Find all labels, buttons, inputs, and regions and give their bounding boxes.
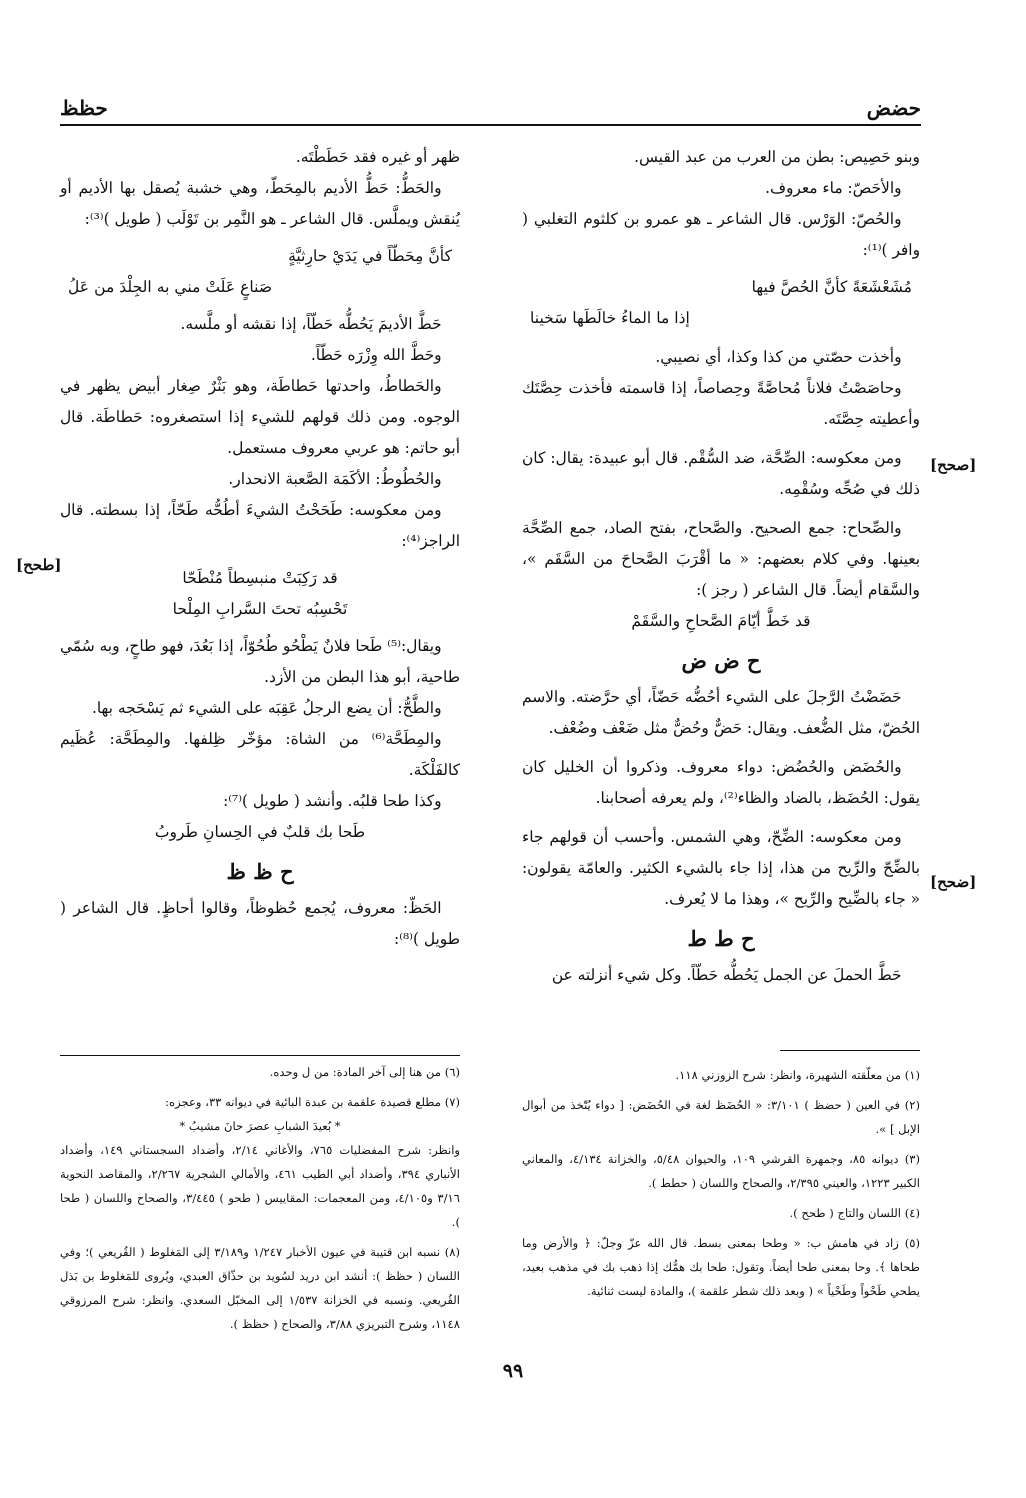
verse-hemistich: إذا ما الماءُ خالَطَها سَخينا <box>530 309 690 327</box>
footnote: (٤) اللسان والتاج ( طحح ). <box>789 1206 920 1220</box>
footnote: (٣) ديوانه ٨٥، وجمهرة القرشي ١٠٩، والحيوان ٥/٤٨، والخزانة ٤/١٣٤، والمعاني الكبير ١٢٢٣، والعيني ٢/٣٩٥، والصحاح واللسان ( حطط ). <box>522 1152 921 1190</box>
paragraph: وكذا طحا قلبُه. وأنشد ( طويل )⁽⁷⁾: <box>223 792 442 810</box>
paragraph: الحَظّ: معروف، يُجمع حُظوظاً، وقالوا أحاظٍ. قال الشاعر ( طويل )⁽⁸⁾: <box>60 899 460 948</box>
paragraph: والحَطاطُ، واحدتها حَطاطَة، وهو بَثْرٌ صِغار أبيض يظهر في الوجوه. ومن ذلك قولهم للشيء إذا استصغروه: حَطاطَة. قال أبو حاتم: هو عربي معروف مستعمل. <box>60 377 460 457</box>
page-header <box>60 92 921 124</box>
paragraph: وبنو حَصِيص: بطن من العرب من عبد القيس. <box>634 148 920 166</box>
verse <box>60 241 460 303</box>
paragraph: والحُضَض والحُضُض: دواء معروف. وذكروا أن الخليل كان يقول: الحُضَظ، بالضاد والظاء⁽²⁾، ولم يعرفه أصحابنا. <box>522 758 920 807</box>
paragraph: والمِطَحَّة⁽⁶⁾ من الشاة: مؤخّر ظِلفها. والمِطَحَّة: عُظَيم كالفَلْكَة. <box>60 730 460 779</box>
paragraph: ظهر أو غيره فقد حَطَطْتَه. <box>295 148 460 166</box>
footnote: (١) من معلّقته الشهيرة، وانظر: شرح الزوزني ١١٨. <box>675 1068 920 1082</box>
paragraph: ومن معكوسه: طَحَحْتُ الشيءَ أطُحُّه طَحّاً، إذا بسطته. قال الراجز⁽⁴⁾: <box>60 501 460 550</box>
margin-tag-right-2: [ضحح] <box>930 873 977 891</box>
paragraph: حَضَضْتُ الرَّجلَ على الشيء أحُضُّه حَضّاً، أي حرَّضته. والاسم الحُضّ، مثل الضُّعف. ويقال: حَضٌّ وحُضٌّ مثل ضَعْف وضُعْف. <box>522 688 920 737</box>
paragraph: وأخذت حصّتي من كذا وكذا، أي نصيبي. <box>655 348 902 366</box>
footnote: (٢) في العين ( حضظ ) ٣/١٠١: « الحُضَظ لغة في الحُضَض: [ دواء يُتّخذ من أبوال الإبل ] ». <box>522 1098 920 1136</box>
paragraph: والحَطُّ: حَطُّ الأديم بالمِحَطّ، وهي خشبة يُصقل بها الأديم أو يُنقش ويملَّس. قال الشاعر ـ هو النَّمِر بن تَوْلَب ( طويل )⁽³⁾: <box>60 179 460 228</box>
footnote: (٦) من هنا إلى آخر المادة: من ل وحده. <box>269 1065 460 1079</box>
paragraph: حَطَّ الحملَ عن الجمل يَحُطُّه حَطّاً. وكل شيء أنزلته عن <box>551 966 902 984</box>
footnote: (٧) مطلع قصيدة علقمة بن عبدة البائية في ديوانه ٣٣، وعجزه: <box>165 1095 460 1109</box>
footnotes-left <box>60 1060 460 1342</box>
root-heading: ح ض ض <box>681 648 761 673</box>
header-rule <box>60 124 921 126</box>
right-column <box>522 142 920 991</box>
footnote: وانظر: شرح المفضليات ٧٦٥، والأغاني ٢/١٤، وأضداد السجستاني ١٤٩، وأضداد الأنباري ٣٩٤، وأضداد أبي الطيب ٤٦١، والأمالي الشجرية ٢/٢٦٧، والمقاصد النحوية ٣/١٦ و٤/١٠٥، ومن المعجمات: المقاييس ( طحو ) ٣/٤٤٥، والصحاح واللسان ( طحا ). <box>60 1143 461 1229</box>
verse-hemistich: مُشَعْشَعَةً كأنَّ الحُصَّ فيها <box>751 278 912 296</box>
paragraph: والحُصّ: الوَرْس. قال الشاعر ـ هو عمرو بن كلثوم التغلبي ( وافر )⁽¹⁾: <box>522 210 920 259</box>
page-number: ٩٩ <box>502 1360 524 1382</box>
verse: طَحا بك قلبٌ في الحِسانِ طَروبُ <box>154 823 366 841</box>
margin-tag-left-1: [طحح] <box>16 556 62 574</box>
verse <box>522 272 920 334</box>
paragraph: والحُطُوطُ: الأكَمَة الصَّعبة الانحدار. <box>228 470 442 488</box>
paragraph: ويقال:⁽⁵⁾ طَحا فلانٌ يَطْحُو طُحُوّاً، إذا بَعُدَ، فهو طاحٍ، وبه سُمّي طاحية، أبو هذا البطن من الأزد. <box>60 637 460 686</box>
header-right-title: حضض <box>866 96 921 120</box>
paragraph: والطَّحُّ: أن يضع الرجلُ عَقِبَه على الشيء ثم يَسْحَجه بها. <box>91 699 442 717</box>
paragraph: والأحَصّ: ماء معروف. <box>765 179 902 197</box>
root-heading: ح ط ط <box>687 926 755 951</box>
footnotes-right <box>522 1063 920 1309</box>
footnote-rule-right <box>780 1050 920 1051</box>
footnote-rule-left <box>60 1055 460 1056</box>
verse <box>60 563 460 625</box>
paragraph: وحاصَصْتُ فلاناً مُحاصَّةً وحِصاصاً، إذا قاسمته فأخذت حِصَّتَك وأعطيته حِصَّتَه. <box>522 379 920 428</box>
left-column <box>60 142 460 955</box>
paragraph: ومن معكوسه: الضِّحّ، وهي الشمس. وأحسب أن قولهم جاء بالضِّحّ والرِّيح من هذا، إذا جاء بالشيء الكثير. والعامّة يقولون: « جاء بالضِّيح والرِّيح »، وهذا ما لا يُعرف. <box>522 828 920 908</box>
header-left-title: حظظ <box>60 96 108 120</box>
verse-hemistich: صَناعٍ عَلَتْ مني به الجِلْدَ من عَلُ <box>68 278 273 296</box>
verse: قد خَطَّ أيّامَ الصَّحاحِ والسَّقَمْ <box>631 612 811 630</box>
paragraph: حَطَّ الأديمَ يَحُطُّه حَطّاً، إذا نقشه أو ملَّسه. <box>180 315 442 333</box>
root-heading: ح ظ ظ <box>226 859 294 884</box>
paragraph: وحَطَّ الله وِزْرَه حَطّاً. <box>310 346 442 364</box>
verse-hemistich: كأنَّ مِحَطّاً في يَدَيْ حارِثيَّةٍ <box>288 247 452 265</box>
verse-line: قد رَكِبَتْ منبسِطاً مُنْطَحّا <box>182 569 338 587</box>
paragraph: ومن معكوسه: الصِّحَّة، ضد السُّقْم. قال أبو عبيدة: يقال: كان ذلك في صُحِّه وسُقْمِه. <box>522 449 920 498</box>
footnote: (٨) نسبه ابن قتيبة في عيون الأخبار ١/٢٤٧ و٣/١٨٩ إلى المَغلوط ( القُريعي )؛ وفي اللسان ( حظظ ): أنشد ابن دريد لسُويد بن حذّاق العبدي، ويُروى للمَغلوط بن بَذل القُريعي. ونسبه في الخزانة ١/٥٣٧ إلى المخبّل السعدي. وانظر: شرح المرزوقي ١١٤٨، وشرح التبريزي ٣/٨٨، والصحاح ( حظظ ). <box>60 1245 461 1331</box>
margin-tag-right-1: [صحح] <box>930 456 977 474</box>
footnote: (٥) زاد في هامش ب: « وطحا بمعنى بسط. قال الله عزّ وجلّ: ﴿ والأرض وما طحاها ﴾. وحا بمعنى طحا أيضاً. وتقول: طحا بك همُّك إذا ذهب بك في مذهب بعيد، يطحي طَحْواً وطَحْياً » ( وبعد ذلك شطر علقمة )، والمادة ليست ثنائية. <box>522 1236 920 1298</box>
verse-line: تَحْسِبُه تحتَ السَّرابِ المِلْحا <box>172 600 348 618</box>
footnote-verse: * بُعيدَ الشبابِ عصرَ حانَ مشيبُ * <box>179 1119 341 1133</box>
paragraph: والصِّحاح: جمع الصحيح. والصَّحاح، بفتح الصاد، جمع الصِّحَّة بعينها. وفي كلام بعضهم: « ما أقْرَبَ الصَّحاحَ من السَّقَم »، والسَّقام أيضاً. قال الشاعر ( رجز ): <box>522 519 920 599</box>
